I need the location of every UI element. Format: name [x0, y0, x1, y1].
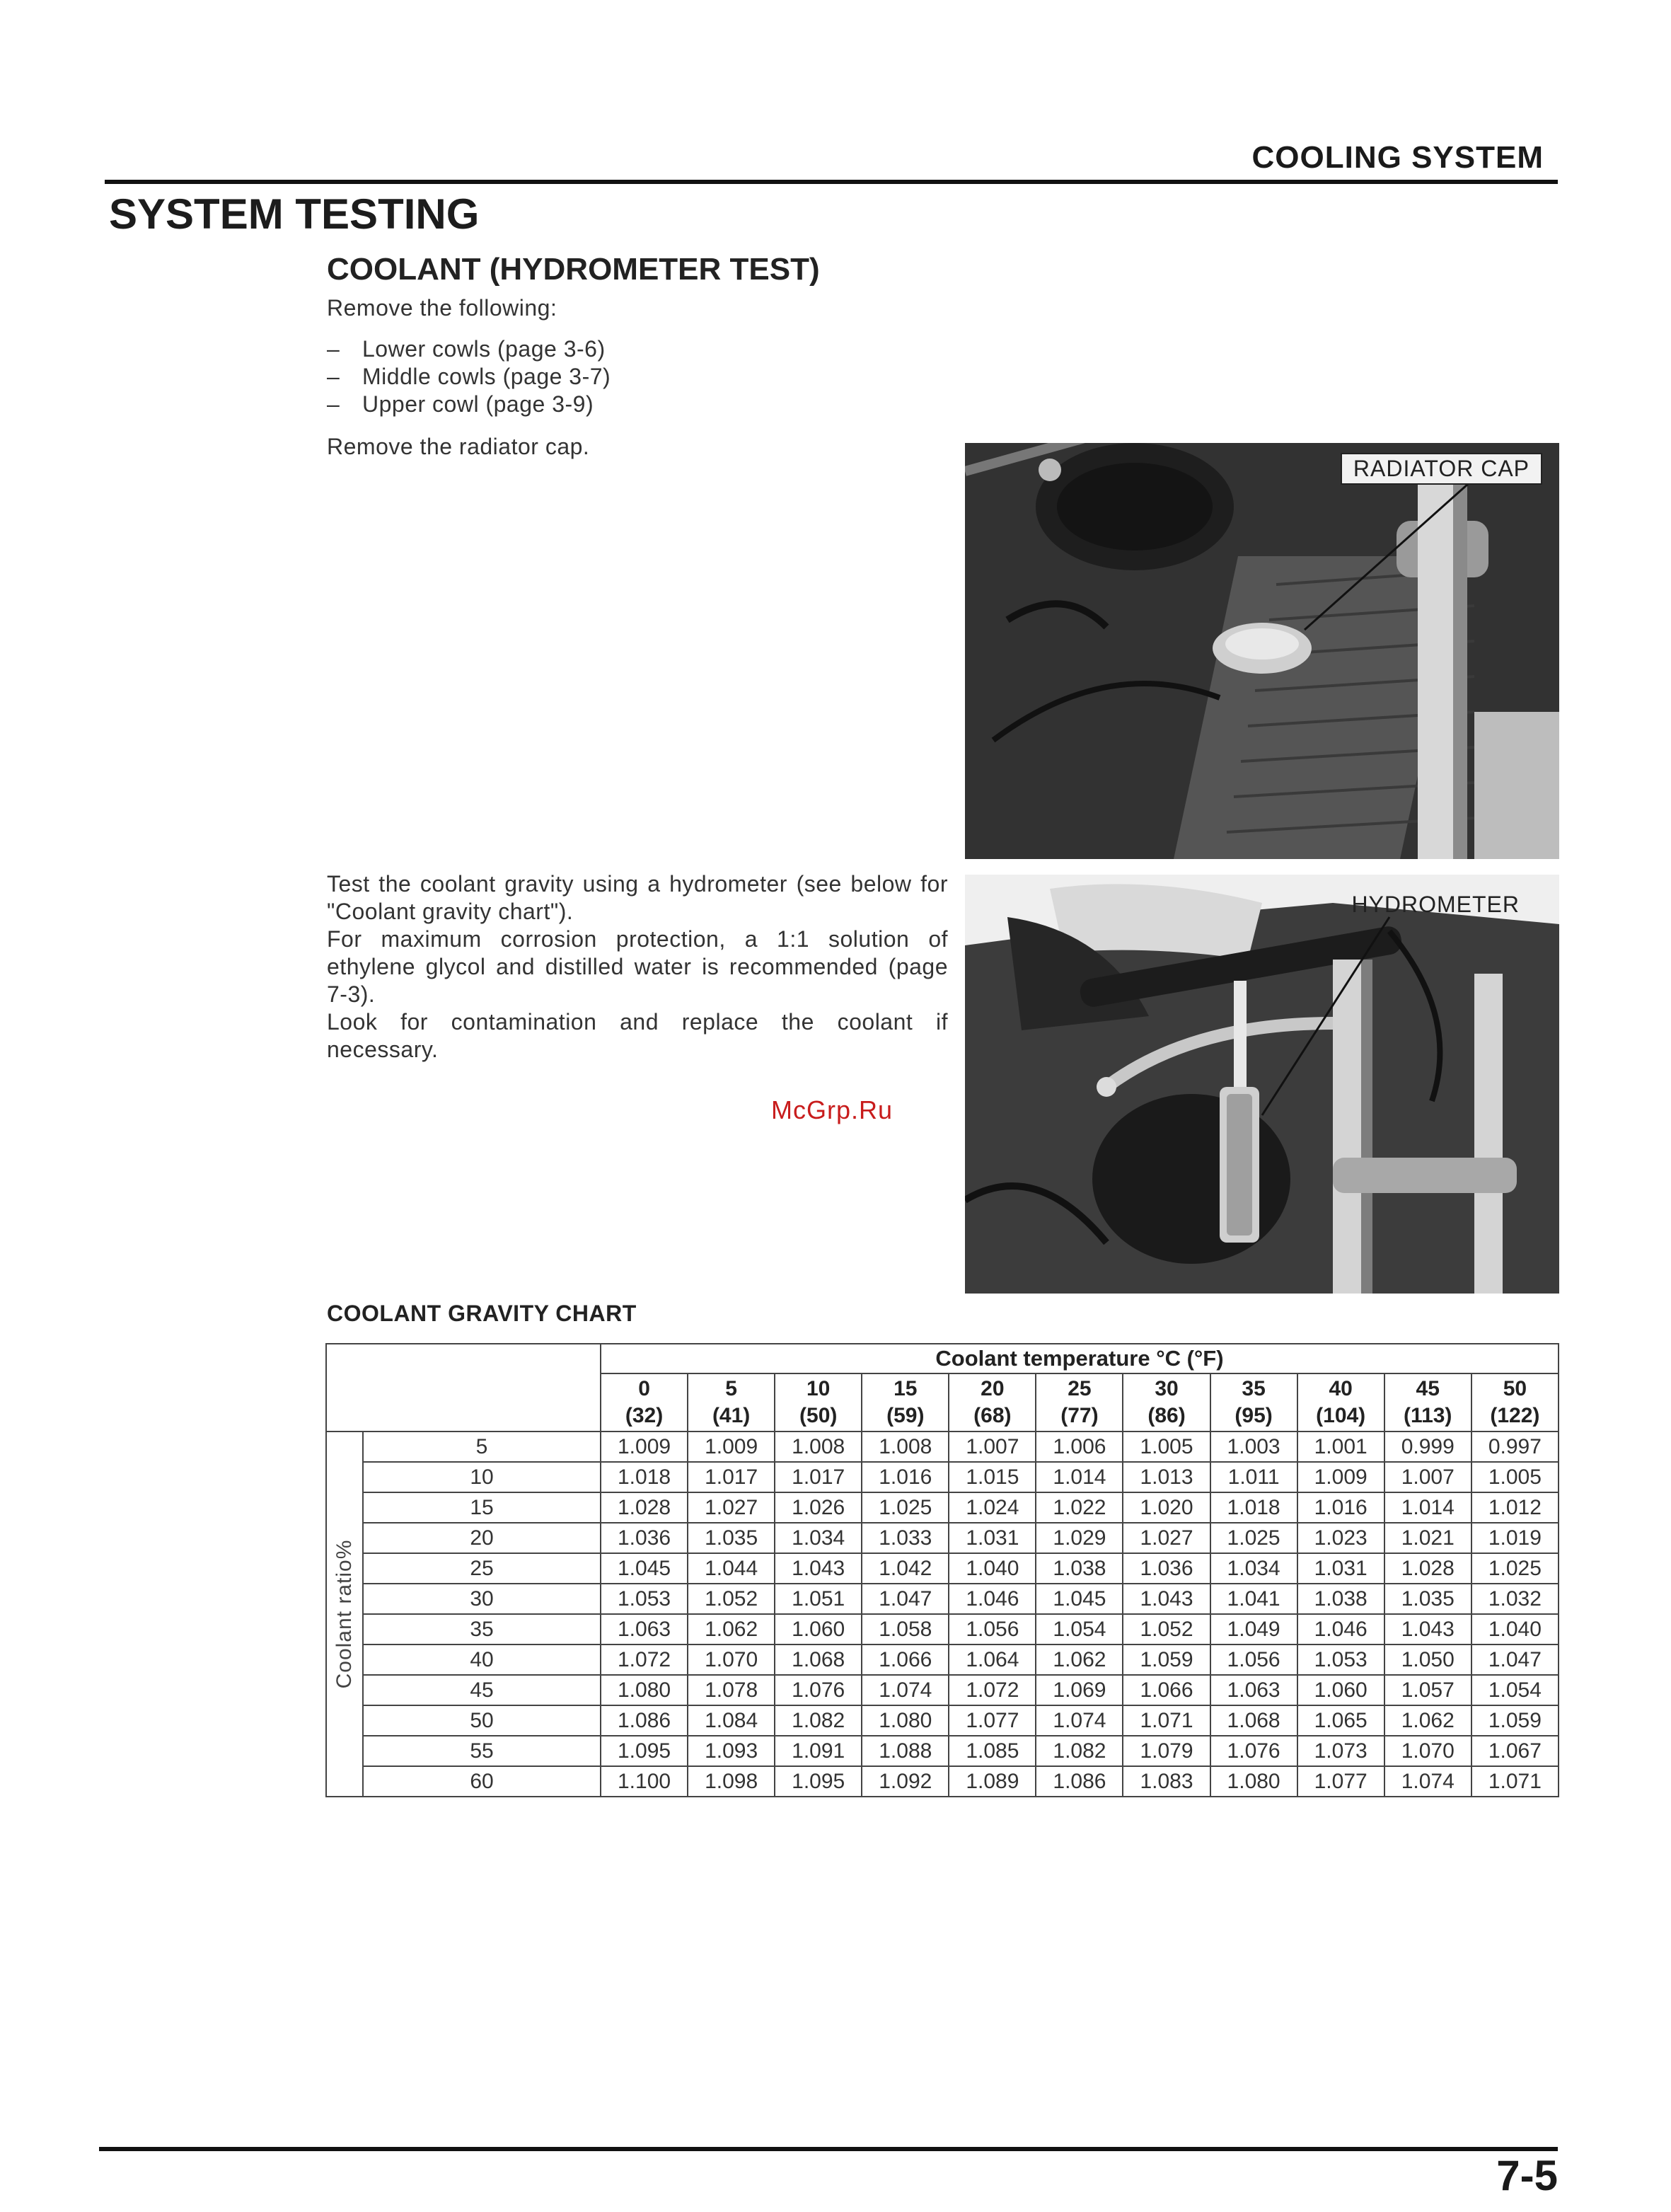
temp-fahrenheit: (32): [625, 1404, 664, 1427]
gravity-value: 1.074: [862, 1675, 949, 1705]
gravity-value: 1.074: [1036, 1705, 1123, 1736]
gravity-value: 1.005: [1123, 1432, 1210, 1462]
temperature-column-header: [1297, 1373, 1384, 1432]
gravity-value: 1.080: [1210, 1766, 1297, 1797]
list-marker: –: [327, 391, 340, 417]
remove-list: [327, 335, 611, 418]
gravity-value: 1.014: [1036, 1462, 1123, 1492]
gravity-value: 0.997: [1471, 1432, 1559, 1462]
hydrometer-label: HYDROMETER: [1351, 892, 1520, 917]
gravity-value: 1.091: [775, 1736, 862, 1766]
temp-fahrenheit: (77): [1060, 1404, 1099, 1427]
table-row: [326, 1766, 1559, 1797]
coolant-ratio-value: 50: [363, 1705, 601, 1736]
gravity-value: 1.098: [688, 1766, 775, 1797]
gravity-value: 1.008: [862, 1432, 949, 1462]
gravity-value: 1.043: [1123, 1584, 1210, 1614]
gravity-value: 1.057: [1384, 1675, 1471, 1705]
hydrometer-illustration: [965, 875, 1559, 1294]
gravity-value: 1.072: [949, 1675, 1036, 1705]
gravity-value: 1.080: [601, 1675, 688, 1705]
temp-celsius: 45: [1416, 1377, 1440, 1400]
gravity-value: 1.092: [862, 1766, 949, 1797]
coolant-ratio-value: 60: [363, 1766, 601, 1797]
gravity-value: 1.085: [949, 1736, 1036, 1766]
coolant-ratio-value: 35: [363, 1614, 601, 1644]
gravity-value: 1.031: [949, 1523, 1036, 1553]
temp-celsius: 40: [1329, 1377, 1353, 1400]
gravity-value: 1.040: [949, 1553, 1036, 1584]
gravity-value: 1.068: [775, 1644, 862, 1675]
gravity-value: 1.062: [688, 1614, 775, 1644]
coolant-ratio-label: Coolant ratio%: [333, 1539, 356, 1689]
temperature-column-header: [1210, 1373, 1297, 1432]
list-item-text: Upper cowl (page 3-9): [362, 391, 594, 417]
section-header: COOLING SYSTEM: [1251, 140, 1544, 175]
radiator-cap-photo: [965, 443, 1559, 859]
gravity-value: 1.025: [1210, 1523, 1297, 1553]
table-row: [326, 1644, 1559, 1675]
gravity-value: 1.025: [862, 1492, 949, 1523]
gravity-value: 1.023: [1297, 1523, 1384, 1553]
coolant-ratio-value: 40: [363, 1644, 601, 1675]
gravity-value: 1.021: [1384, 1523, 1471, 1553]
temp-fahrenheit: (41): [712, 1404, 751, 1427]
gravity-value: 1.038: [1036, 1553, 1123, 1584]
gravity-value: 1.047: [862, 1584, 949, 1614]
temp-celsius: 5: [725, 1377, 737, 1400]
gravity-value: 1.009: [688, 1432, 775, 1462]
gravity-value: 1.007: [1384, 1462, 1471, 1492]
radiator-cap-label: RADIATOR CAP: [1341, 453, 1542, 485]
gravity-value: 1.043: [1384, 1614, 1471, 1644]
gravity-value: 1.033: [862, 1523, 949, 1553]
gravity-value: 1.005: [1471, 1462, 1559, 1492]
gravity-value: 1.052: [1123, 1614, 1210, 1644]
gravity-value: 1.051: [775, 1584, 862, 1614]
table-row: [326, 1705, 1559, 1736]
gravity-value: 1.080: [862, 1705, 949, 1736]
watermark: McGrp.Ru: [771, 1095, 894, 1124]
temperature-header: Coolant temperature °C (°F): [601, 1344, 1559, 1373]
gravity-value: 1.054: [1036, 1614, 1123, 1644]
gravity-value: 1.018: [601, 1462, 688, 1492]
gravity-value: 1.062: [1384, 1705, 1471, 1736]
hydrometer-photo: [965, 875, 1559, 1294]
temp-celsius: 30: [1155, 1377, 1179, 1400]
gravity-value: 1.045: [1036, 1584, 1123, 1614]
temperature-column-header: [949, 1373, 1036, 1432]
table-row: [326, 1432, 1559, 1462]
temp-fahrenheit: (86): [1147, 1404, 1186, 1427]
gravity-value: 1.020: [1123, 1492, 1210, 1523]
temp-celsius: 35: [1242, 1377, 1266, 1400]
gravity-value: 1.062: [1036, 1644, 1123, 1675]
gravity-value: 1.046: [949, 1584, 1036, 1614]
gravity-value: 1.086: [601, 1705, 688, 1736]
gravity-value: 1.056: [949, 1614, 1036, 1644]
gravity-value: 1.027: [688, 1492, 775, 1523]
intro-text: Remove the following:: [327, 295, 557, 321]
gravity-value: 1.001: [1297, 1432, 1384, 1462]
gravity-value: 1.031: [1297, 1553, 1384, 1584]
list-marker: –: [327, 336, 340, 362]
gravity-value: 1.053: [1297, 1644, 1384, 1675]
gravity-value: 1.036: [1123, 1553, 1210, 1584]
coolant-ratio-value: 25: [363, 1553, 601, 1584]
gravity-value: 1.041: [1210, 1584, 1297, 1614]
gravity-value: 1.042: [862, 1553, 949, 1584]
gravity-value: 1.076: [775, 1675, 862, 1705]
gravity-value: 1.074: [1384, 1766, 1471, 1797]
gravity-value: 1.100: [601, 1766, 688, 1797]
gravity-value: 1.052: [688, 1584, 775, 1614]
temp-celsius: 15: [894, 1377, 918, 1400]
gravity-value: 1.059: [1471, 1705, 1559, 1736]
gravity-value: 1.013: [1123, 1462, 1210, 1492]
table-row: [326, 1492, 1559, 1523]
gravity-value: 1.047: [1471, 1644, 1559, 1675]
test-instructions: [327, 870, 948, 1064]
gravity-value: 1.066: [1123, 1675, 1210, 1705]
gravity-value: 1.079: [1123, 1736, 1210, 1766]
temp-fahrenheit: (68): [973, 1404, 1012, 1427]
gravity-value: 1.009: [601, 1432, 688, 1462]
gravity-value: 1.066: [862, 1644, 949, 1675]
table-row: [326, 1675, 1559, 1705]
gravity-value: 1.077: [1297, 1766, 1384, 1797]
gravity-value: 1.035: [688, 1523, 775, 1553]
temp-fahrenheit: (104): [1316, 1404, 1366, 1427]
gravity-value: 1.083: [1123, 1766, 1210, 1797]
subsection-title: COOLANT (HYDROMETER TEST): [327, 252, 820, 287]
gravity-value: 1.045: [601, 1553, 688, 1584]
gravity-value: 1.019: [1471, 1523, 1559, 1553]
chart-title: COOLANT GRAVITY CHART: [327, 1301, 637, 1326]
temp-fahrenheit: (95): [1235, 1404, 1273, 1427]
coolant-ratio-value: 55: [363, 1736, 601, 1766]
gravity-value: 1.086: [1036, 1766, 1123, 1797]
gravity-value: 1.012: [1471, 1492, 1559, 1523]
test-paragraph: Test the coolant gravity using a hydrometer (see below for "Coolant gravity chart").: [327, 871, 948, 924]
table-row: [326, 1736, 1559, 1766]
gravity-value: 1.095: [601, 1736, 688, 1766]
temperature-column-header: [601, 1373, 688, 1432]
temperature-column-header: [1471, 1373, 1559, 1432]
gravity-value: 1.070: [1384, 1736, 1471, 1766]
coolant-ratio-value: 15: [363, 1492, 601, 1523]
list-item: [327, 363, 611, 391]
gravity-value: 1.029: [1036, 1523, 1123, 1553]
temperature-column-header: [862, 1373, 949, 1432]
gravity-value: 1.032: [1471, 1584, 1559, 1614]
temp-fahrenheit: (122): [1490, 1404, 1540, 1427]
gravity-value: 1.049: [1210, 1614, 1297, 1644]
gravity-value: 1.025: [1471, 1553, 1559, 1584]
test-paragraph: For maximum corrosion protection, a 1:1 solution of ethylene glycol and distilled water is recommended (page 7-3).: [327, 926, 948, 1007]
gravity-value: 1.064: [949, 1644, 1036, 1675]
gravity-value: 1.093: [688, 1736, 775, 1766]
gravity-value: 1.054: [1471, 1675, 1559, 1705]
temp-fahrenheit: (59): [886, 1404, 925, 1427]
list-item-text: Middle cowls (page 3-7): [362, 364, 611, 389]
gravity-value: 1.022: [1036, 1492, 1123, 1523]
table-row: [326, 1614, 1559, 1644]
gravity-value: 1.009: [1297, 1462, 1384, 1492]
test-paragraph: Look for contamination and replace the coolant if necessary.: [327, 1009, 948, 1062]
temperature-column-header: [688, 1373, 775, 1432]
gravity-value: 1.003: [1210, 1432, 1297, 1462]
temp-celsius: 10: [806, 1377, 831, 1400]
gravity-value: 1.028: [1384, 1553, 1471, 1584]
gravity-value: 1.007: [949, 1432, 1036, 1462]
gravity-table-body: [326, 1432, 1559, 1797]
gravity-value: 1.084: [688, 1705, 775, 1736]
temp-celsius: 0: [638, 1377, 650, 1400]
list-item-text: Lower cowls (page 3-6): [362, 336, 606, 362]
gravity-value: 1.071: [1123, 1705, 1210, 1736]
gravity-value: 1.027: [1123, 1523, 1210, 1553]
gravity-value: 1.070: [688, 1644, 775, 1675]
table-row: [326, 1523, 1559, 1553]
temp-celsius: 50: [1503, 1377, 1527, 1400]
table-row: [326, 1462, 1559, 1492]
gravity-value: 1.006: [1036, 1432, 1123, 1462]
gravity-value: 1.034: [1210, 1553, 1297, 1584]
gravity-value: 0.999: [1384, 1432, 1471, 1462]
gravity-value: 1.044: [688, 1553, 775, 1584]
gravity-value: 1.056: [1210, 1644, 1297, 1675]
gravity-value: 1.072: [601, 1644, 688, 1675]
temp-celsius: 20: [981, 1377, 1005, 1400]
coolant-ratio-value: 20: [363, 1523, 601, 1553]
temp-celsius: 25: [1068, 1377, 1092, 1400]
gravity-value: 1.015: [949, 1462, 1036, 1492]
gravity-value: 1.063: [601, 1614, 688, 1644]
gravity-value: 1.058: [862, 1614, 949, 1644]
table-row: [326, 1584, 1559, 1614]
list-marker: –: [327, 364, 340, 389]
coolant-ratio-label-cell: [326, 1432, 363, 1797]
top-rule: [105, 180, 1558, 184]
temp-fahrenheit: (50): [799, 1404, 838, 1427]
radiator-cap-illustration: [965, 443, 1559, 859]
gravity-value: 1.095: [775, 1766, 862, 1797]
gravity-value: 1.026: [775, 1492, 862, 1523]
gravity-value: 1.082: [1036, 1736, 1123, 1766]
gravity-value: 1.068: [1210, 1705, 1297, 1736]
gravity-value: 1.073: [1297, 1736, 1384, 1766]
gravity-value: 1.011: [1210, 1462, 1297, 1492]
gravity-value: 1.060: [775, 1614, 862, 1644]
gravity-value: 1.078: [688, 1675, 775, 1705]
gravity-value: 1.014: [1384, 1492, 1471, 1523]
gravity-value: 1.050: [1384, 1644, 1471, 1675]
page-title: SYSTEM TESTING: [109, 190, 480, 238]
gravity-value: 1.043: [775, 1553, 862, 1584]
gravity-value: 1.028: [601, 1492, 688, 1523]
coolant-gravity-table: [325, 1343, 1559, 1797]
gravity-value: 1.008: [775, 1432, 862, 1462]
gravity-value: 1.063: [1210, 1675, 1297, 1705]
gravity-value: 1.035: [1384, 1584, 1471, 1614]
gravity-value: 1.046: [1297, 1614, 1384, 1644]
remove-cap-text: Remove the radiator cap.: [327, 434, 590, 459]
gravity-value: 1.089: [949, 1766, 1036, 1797]
gravity-value: 1.082: [775, 1705, 862, 1736]
gravity-value: 1.059: [1123, 1644, 1210, 1675]
table-row: [326, 1553, 1559, 1584]
temp-fahrenheit: (113): [1404, 1404, 1452, 1427]
gravity-value: 1.053: [601, 1584, 688, 1614]
gravity-value: 1.077: [949, 1705, 1036, 1736]
coolant-ratio-value: 10: [363, 1462, 601, 1492]
gravity-value: 1.065: [1297, 1705, 1384, 1736]
gravity-value: 1.018: [1210, 1492, 1297, 1523]
gravity-value: 1.071: [1471, 1766, 1559, 1797]
temperature-column-header: [1123, 1373, 1210, 1432]
bottom-rule: [99, 2147, 1558, 2151]
coolant-ratio-value: 5: [363, 1432, 601, 1462]
table-corner: [326, 1344, 601, 1432]
gravity-value: 1.040: [1471, 1614, 1559, 1644]
page-number: 7-5: [1496, 2152, 1558, 2199]
gravity-value: 1.076: [1210, 1736, 1297, 1766]
coolant-ratio-value: 45: [363, 1675, 601, 1705]
gravity-value: 1.038: [1297, 1584, 1384, 1614]
temperature-column-header: [1036, 1373, 1123, 1432]
gravity-value: 1.069: [1036, 1675, 1123, 1705]
gravity-value: 1.017: [688, 1462, 775, 1492]
gravity-value: 1.016: [862, 1462, 949, 1492]
temperature-column-header: [1384, 1373, 1471, 1432]
gravity-value: 1.017: [775, 1462, 862, 1492]
gravity-value: 1.067: [1471, 1736, 1559, 1766]
gravity-value: 1.016: [1297, 1492, 1384, 1523]
coolant-ratio-value: 30: [363, 1584, 601, 1614]
gravity-value: 1.024: [949, 1492, 1036, 1523]
list-item: [327, 335, 611, 363]
list-item: [327, 391, 611, 418]
gravity-value: 1.088: [862, 1736, 949, 1766]
gravity-value: 1.034: [775, 1523, 862, 1553]
gravity-value: 1.036: [601, 1523, 688, 1553]
temperature-column-header: [775, 1373, 862, 1432]
gravity-value: 1.060: [1297, 1675, 1384, 1705]
